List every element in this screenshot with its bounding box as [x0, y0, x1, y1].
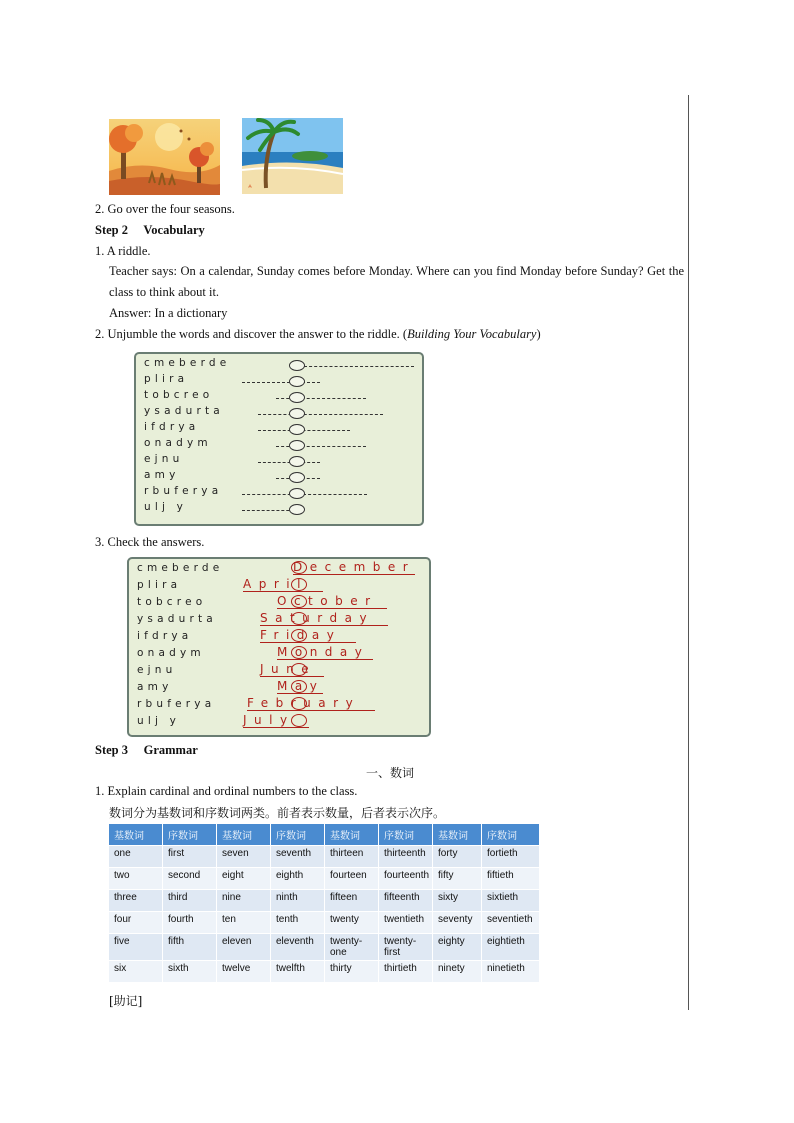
answer-word: Monday [277, 645, 370, 659]
scrambled-word: amy [137, 681, 173, 693]
column-header: 基数词 [109, 824, 163, 846]
table-cell: first [163, 846, 217, 868]
table-cell: twenty [325, 912, 379, 934]
table-cell: six [109, 961, 163, 983]
column-header: 序数词 [271, 824, 325, 846]
key-letter-circle [289, 440, 305, 451]
table-cell: fifth [163, 934, 217, 961]
unjumble-puzzle [134, 352, 424, 526]
unjumble-instruction-close: ) [536, 327, 541, 341]
scrambled-word: ysadurta [144, 405, 224, 417]
table-cell: thirteenth [379, 846, 433, 868]
key-letter-circle [291, 697, 307, 710]
answer-underline [243, 727, 309, 728]
table-cell: nine [217, 890, 271, 912]
table-cell: fourth [163, 912, 217, 934]
numbers-table [108, 823, 540, 983]
step2-heading: Step 2 Vocabulary [95, 223, 205, 237]
table-cell: twenty-one [325, 934, 379, 961]
key-letter-circle [291, 578, 307, 591]
table-row [109, 890, 540, 912]
scrambled-word: ulj y [137, 715, 181, 727]
table-cell: eleven [217, 934, 271, 961]
table-cell: fourteenth [379, 868, 433, 890]
key-letter-circle [291, 663, 307, 676]
table-cell: seventh [271, 846, 325, 868]
explain-numbers-item: 1. Explain cardinal and ordinal numbers to the class. [95, 784, 358, 798]
answer-word: October [277, 594, 378, 608]
table-cell: fortieth [482, 846, 540, 868]
scrambled-word: rbuferya [144, 485, 223, 497]
answer-underline [260, 642, 356, 643]
table-row [109, 961, 540, 983]
book-title: Building Your Vocabulary [407, 327, 537, 341]
mnemonic-label: [助记] [109, 994, 143, 1008]
key-letter-circle [291, 561, 307, 574]
table-cell: fifteenth [379, 890, 433, 912]
scrambled-word: amy [144, 469, 180, 481]
key-letter-circle [291, 629, 307, 642]
scrambled-word: cmeberde [144, 357, 231, 369]
table-cell: twelfth [271, 961, 325, 983]
table-cell: tenth [271, 912, 325, 934]
table-cell: ninth [271, 890, 325, 912]
table-cell: two [109, 868, 163, 890]
page-right-border [688, 95, 689, 1010]
column-header: 基数词 [325, 824, 379, 846]
key-letter-circle [291, 595, 307, 608]
table-cell: seventy [433, 912, 482, 934]
scrambled-word: plira [144, 373, 189, 385]
table-cell: seven [217, 846, 271, 868]
teacher-says-paragraph: Teacher says: On a calendar, Sunday comes before Monday. Where can you find Monday before Sunday? Get the class to think about it. [109, 264, 684, 299]
table-cell: thirtieth [379, 961, 433, 983]
table-cell: second [163, 868, 217, 890]
answer-underline [260, 625, 388, 626]
answered-puzzle [127, 557, 431, 737]
key-letter-circle [289, 488, 305, 499]
table-cell: thirty [325, 961, 379, 983]
answer-underline [277, 693, 323, 694]
answer-blank [258, 414, 383, 416]
column-header: 序数词 [482, 824, 540, 846]
answer-word: December [293, 560, 416, 574]
key-letter-circle [289, 456, 305, 467]
scrambled-word: tobcreo [137, 596, 207, 608]
table-cell: fiftieth [482, 868, 540, 890]
table-row [109, 846, 540, 868]
table-cell: four [109, 912, 163, 934]
table-cell: five [109, 934, 163, 961]
table-cell: third [163, 890, 217, 912]
answer-blank [304, 366, 414, 368]
table-cell: twelve [217, 961, 271, 983]
key-letter-circle [289, 376, 305, 387]
answer-word: Friday [260, 628, 342, 642]
check-answers-text: 3. Check the answers. [95, 535, 205, 549]
answer-underline [247, 710, 375, 711]
table-cell: eleventh [271, 934, 325, 961]
column-header: 序数词 [163, 824, 217, 846]
key-letter-circle [289, 424, 305, 435]
riddle-item: 1. A riddle. [95, 244, 151, 258]
table-row [109, 868, 540, 890]
table-cell: eighth [271, 868, 325, 890]
scrambled-word: ifdrya [137, 630, 193, 642]
scrambled-word: plira [137, 579, 182, 591]
answer-underline [260, 676, 324, 677]
answer-word: June [260, 662, 317, 676]
key-letter-circle [289, 504, 305, 515]
key-letter-circle [291, 612, 307, 625]
table-cell: twentieth [379, 912, 433, 934]
table-cell: sixty [433, 890, 482, 912]
answer-word: April [243, 577, 308, 591]
table-cell: ninety [433, 961, 482, 983]
table-cell: eightieth [482, 934, 540, 961]
answer-underline [277, 608, 387, 609]
key-letter-circle [289, 408, 305, 419]
answer-word: February [247, 696, 361, 710]
scrambled-word: rbuferya [137, 698, 216, 710]
go-over-seasons-text: 2. Go over the four seasons. [95, 202, 235, 216]
scrambled-word: tobcreo [144, 389, 214, 401]
table-cell: forty [433, 846, 482, 868]
table-cell: twenty-first [379, 934, 433, 961]
table-cell: sixth [163, 961, 217, 983]
table-cell: ninetieth [482, 961, 540, 983]
key-letter-circle [289, 392, 305, 403]
answer-word: May [277, 679, 325, 693]
key-letter-circle [291, 646, 307, 659]
riddle-answer: Answer: In a dictionary [109, 306, 228, 320]
table-cell: fourteen [325, 868, 379, 890]
key-letter-circle [291, 714, 307, 727]
answer-underline [293, 574, 415, 575]
answer-blank [242, 382, 320, 384]
answer-underline [277, 659, 373, 660]
unjumble-instruction-text: 2. Unjumble the words and discover the answer to the riddle. ( [95, 327, 408, 341]
scrambled-word: ejnu [144, 453, 184, 465]
answer-word: Saturday [260, 611, 375, 625]
table-cell: fifteen [325, 890, 379, 912]
scrambled-word: ejnu [137, 664, 177, 676]
scrambled-word: ifdrya [144, 421, 200, 433]
numerals-note: 数词分为基数词和序数词两类。前者表示数量，后者表示次序。 [109, 806, 446, 820]
table-cell: one [109, 846, 163, 868]
scrambled-word: ulj y [144, 501, 188, 513]
answer-word: July [243, 713, 295, 727]
key-letter-circle [289, 472, 305, 483]
summer-beach-image [242, 118, 343, 194]
unjumble-instruction [95, 327, 541, 342]
table-cell: eight [217, 868, 271, 890]
table-row [109, 912, 540, 934]
table-cell: fifty [433, 868, 482, 890]
table-cell: thirteen [325, 846, 379, 868]
column-header: 基数词 [217, 824, 271, 846]
table-cell: ten [217, 912, 271, 934]
table-header-row [109, 824, 540, 846]
table-row [109, 934, 540, 961]
key-letter-circle [289, 360, 305, 371]
scrambled-word: onadym [137, 647, 205, 659]
table-cell: sixtieth [482, 890, 540, 912]
table-cell: eighty [433, 934, 482, 961]
scrambled-word: onadym [144, 437, 212, 449]
column-header: 基数词 [433, 824, 482, 846]
table-cell: three [109, 890, 163, 912]
table-cell: seventieth [482, 912, 540, 934]
column-header: 序数词 [379, 824, 433, 846]
scrambled-word: ysadurta [137, 613, 217, 625]
step3-heading: Step 3 Grammar [95, 743, 198, 757]
scrambled-word: cmeberde [137, 562, 224, 574]
numerals-section-title: 一、数词 [366, 766, 415, 780]
key-letter-circle [291, 680, 307, 693]
autumn-season-image [109, 119, 220, 195]
answer-underline [243, 591, 323, 592]
